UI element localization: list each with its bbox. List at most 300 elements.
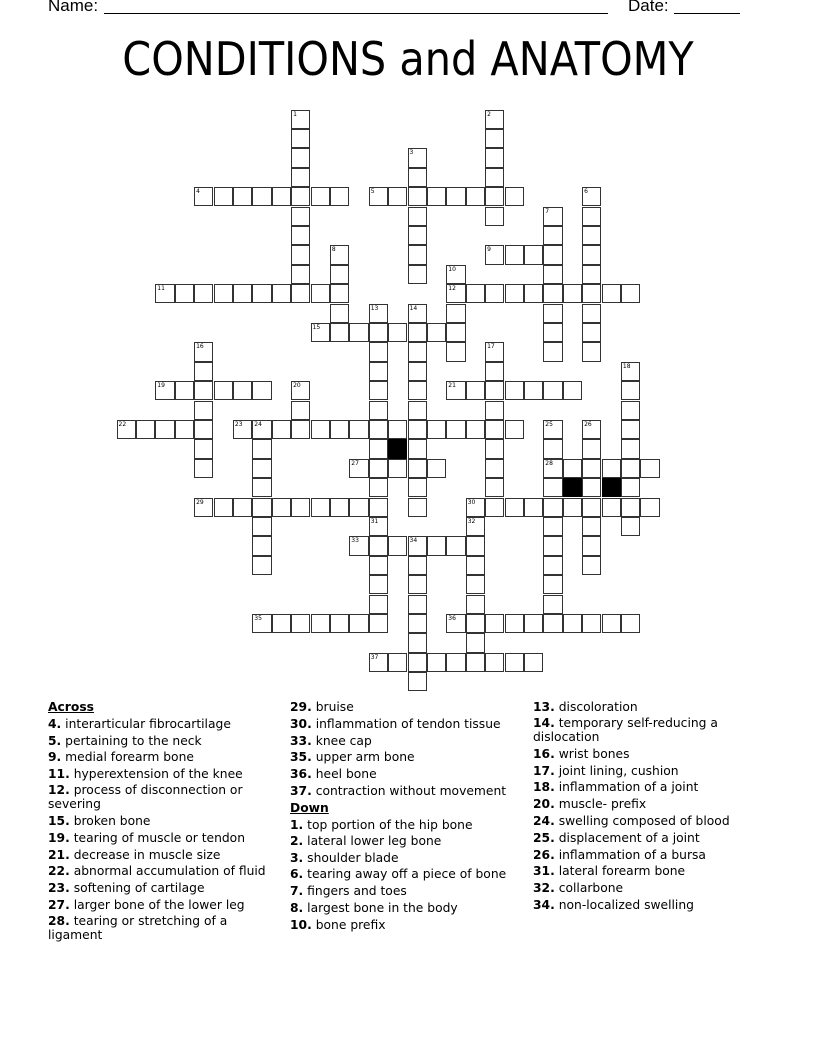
grid-cell[interactable] xyxy=(621,517,640,536)
grid-cell[interactable] xyxy=(505,498,524,517)
grid-cell[interactable] xyxy=(582,284,601,303)
clue-number: 29 xyxy=(196,498,204,506)
grid-cell[interactable] xyxy=(446,342,465,361)
grid-cell[interactable] xyxy=(369,517,388,536)
grid-cell[interactable] xyxy=(408,187,427,206)
grid-cell[interactable] xyxy=(233,420,252,439)
grid-cell[interactable] xyxy=(408,148,427,167)
grid-cell[interactable] xyxy=(408,478,427,497)
grid-cell[interactable] xyxy=(369,304,388,323)
grid-cell[interactable] xyxy=(446,381,465,400)
grid-cell[interactable] xyxy=(563,498,582,517)
grid-cell[interactable] xyxy=(408,226,427,245)
clue-number: 19 xyxy=(157,382,165,390)
grid-cell[interactable] xyxy=(543,536,562,555)
grid-cell[interactable] xyxy=(408,245,427,264)
grid-cell[interactable] xyxy=(369,420,388,439)
grid-cell[interactable] xyxy=(194,459,213,478)
grid-cell[interactable] xyxy=(349,459,368,478)
grid-cell[interactable] xyxy=(291,245,310,264)
grid-cell[interactable] xyxy=(485,653,504,672)
grid-cell[interactable] xyxy=(485,110,504,129)
grid-cell[interactable] xyxy=(524,614,543,633)
grid-cell[interactable] xyxy=(543,575,562,594)
grid-cell[interactable] xyxy=(543,226,562,245)
clue-across: 12. process of disconnection or severing xyxy=(48,782,243,811)
grid-cell[interactable] xyxy=(427,653,446,672)
clue-down: 3. shoulder blade xyxy=(290,851,399,866)
grid-cell[interactable] xyxy=(543,245,562,264)
clues-column-3 xyxy=(533,699,768,914)
grid-cell[interactable] xyxy=(330,614,349,633)
grid-cell[interactable] xyxy=(194,498,213,517)
grid-cell[interactable] xyxy=(485,439,504,458)
grid-cell[interactable] xyxy=(524,498,543,517)
grid-cell[interactable] xyxy=(311,420,330,439)
grid-cell[interactable] xyxy=(466,536,485,555)
grid-cell[interactable] xyxy=(233,498,252,517)
grid-cell[interactable] xyxy=(485,342,504,361)
grid-cell[interactable] xyxy=(408,342,427,361)
grid-cell[interactable] xyxy=(388,323,407,342)
grid-cell[interactable] xyxy=(543,420,562,439)
page-title: CONDITIONS and ANATOMY xyxy=(122,32,694,86)
clue-down: 7. fingers and toes xyxy=(290,883,407,898)
clue-across: 9. medial forearm bone xyxy=(48,750,194,765)
clue-number: 32 xyxy=(467,517,476,525)
clue-across: 11. hyperextension of the knee xyxy=(48,767,243,782)
grid-cell[interactable] xyxy=(252,536,271,555)
clues-column-2 xyxy=(290,699,525,933)
grid-cell[interactable] xyxy=(369,556,388,575)
grid-cell[interactable] xyxy=(466,575,485,594)
grid-cell[interactable] xyxy=(602,459,621,478)
grid-cell[interactable] xyxy=(252,517,271,536)
clue-down: 31. lateral forearm bone xyxy=(533,864,686,879)
grid-cell[interactable] xyxy=(602,284,621,303)
grid-cell[interactable] xyxy=(485,129,504,148)
grid-cell[interactable] xyxy=(485,148,504,167)
grid-cell[interactable] xyxy=(369,362,388,381)
grid-cell[interactable] xyxy=(369,187,388,206)
grid-cell[interactable] xyxy=(466,633,485,652)
grid-cell[interactable] xyxy=(388,536,407,555)
grid-cell[interactable] xyxy=(524,653,543,672)
clue-down: 25. displacement of a joint xyxy=(533,830,700,845)
grid-cell[interactable] xyxy=(311,323,330,342)
grid-cell[interactable] xyxy=(543,614,562,633)
grid-cell[interactable] xyxy=(582,536,601,555)
grid-cell[interactable] xyxy=(408,595,427,614)
grid-cell[interactable] xyxy=(369,342,388,361)
grid-cell[interactable] xyxy=(485,245,504,264)
grid-cell[interactable] xyxy=(446,323,465,342)
grid-cell[interactable] xyxy=(563,284,582,303)
grid-cell[interactable] xyxy=(582,207,601,226)
clue-number: 11 xyxy=(157,285,165,293)
grid-cell[interactable] xyxy=(349,536,368,555)
grid-cell[interactable] xyxy=(388,459,407,478)
grid-cell[interactable] xyxy=(563,381,582,400)
clue-number: 7 xyxy=(545,207,550,215)
grid-cell[interactable] xyxy=(466,653,485,672)
grid-cell[interactable] xyxy=(543,207,562,226)
grid-cell[interactable] xyxy=(446,284,465,303)
grid-cell[interactable] xyxy=(602,498,621,517)
grid-cell[interactable] xyxy=(252,556,271,575)
grid-cell[interactable] xyxy=(388,187,407,206)
grid-cell[interactable] xyxy=(582,265,601,284)
grid-cell[interactable] xyxy=(330,323,349,342)
grid-cell[interactable] xyxy=(485,284,504,303)
grid-cell[interactable] xyxy=(272,614,291,633)
grid-cell[interactable] xyxy=(408,672,427,691)
grid-cell[interactable] xyxy=(427,187,446,206)
grid-cell[interactable] xyxy=(621,614,640,633)
grid-cell[interactable] xyxy=(582,459,601,478)
grid-cell[interactable] xyxy=(524,284,543,303)
grid-cell[interactable] xyxy=(233,381,252,400)
grid-cell[interactable] xyxy=(330,420,349,439)
grid-cell[interactable] xyxy=(582,498,601,517)
clue-down: 6. tearing away off a piece of bone xyxy=(290,866,507,881)
grid-cell[interactable] xyxy=(485,459,504,478)
grid-cell[interactable] xyxy=(505,653,524,672)
grid-cell[interactable] xyxy=(155,420,174,439)
clue-number: 33 xyxy=(351,537,359,545)
grid-cell[interactable] xyxy=(408,265,427,284)
grid-cell[interactable] xyxy=(466,614,485,633)
clue-across: 35. upper arm bone xyxy=(290,750,415,765)
grid-cell[interactable] xyxy=(582,614,601,633)
grid-cell[interactable] xyxy=(408,575,427,594)
grid-cell[interactable] xyxy=(446,420,465,439)
grid-cell[interactable] xyxy=(369,459,388,478)
grid-cell[interactable] xyxy=(252,439,271,458)
grid-cell[interactable] xyxy=(349,614,368,633)
grid-cell[interactable] xyxy=(388,653,407,672)
grid-cell[interactable] xyxy=(136,420,155,439)
grid-cell[interactable] xyxy=(330,245,349,264)
grid-cell[interactable] xyxy=(582,556,601,575)
grid-cell[interactable] xyxy=(485,362,504,381)
grid-cell[interactable] xyxy=(485,187,504,206)
grid-cell[interactable] xyxy=(582,342,601,361)
grid-cell[interactable] xyxy=(582,439,601,458)
grid-cell[interactable] xyxy=(640,459,659,478)
grid-cell[interactable] xyxy=(369,381,388,400)
grid-cell[interactable] xyxy=(543,595,562,614)
grid-cell[interactable] xyxy=(349,323,368,342)
clue-number: 25 xyxy=(545,420,553,428)
grid-cell[interactable] xyxy=(621,439,640,458)
grid-cell[interactable] xyxy=(485,168,504,187)
grid-cell[interactable] xyxy=(543,304,562,323)
grid-cell[interactable] xyxy=(214,498,233,517)
clue-down: 20. muscle- prefix xyxy=(533,797,647,812)
grid-cell[interactable] xyxy=(408,207,427,226)
grid-cell[interactable] xyxy=(349,498,368,517)
grid-cell[interactable] xyxy=(408,536,427,555)
grid-cell[interactable] xyxy=(543,323,562,342)
grid-cell[interactable] xyxy=(369,536,388,555)
clue-number: 12 xyxy=(448,285,456,293)
grid-cell[interactable] xyxy=(640,498,659,517)
grid-cell[interactable] xyxy=(408,459,427,478)
grid-cell[interactable] xyxy=(524,245,543,264)
grid-cell[interactable] xyxy=(233,284,252,303)
clue-number: 37 xyxy=(370,653,379,661)
grid-cell[interactable] xyxy=(466,284,485,303)
grid-cell[interactable] xyxy=(621,284,640,303)
grid-cell[interactable] xyxy=(543,381,562,400)
grid-cell[interactable] xyxy=(466,420,485,439)
grid-cell[interactable] xyxy=(408,633,427,652)
clue-number: 26 xyxy=(584,420,592,428)
grid-cell[interactable] xyxy=(194,362,213,381)
grid-cell[interactable] xyxy=(485,381,504,400)
grid-cell[interactable] xyxy=(563,459,582,478)
grid-cell[interactable] xyxy=(252,381,271,400)
grid-cell[interactable] xyxy=(621,362,640,381)
grid-cell[interactable] xyxy=(582,478,601,497)
grid-cell[interactable] xyxy=(563,614,582,633)
grid-cell[interactable] xyxy=(311,284,330,303)
grid-cell[interactable] xyxy=(582,187,601,206)
grid-cell[interactable] xyxy=(330,187,349,206)
grid-cell[interactable] xyxy=(446,265,465,284)
grid-cell[interactable] xyxy=(291,498,310,517)
grid-cell[interactable] xyxy=(446,187,465,206)
grid-cell[interactable] xyxy=(291,420,310,439)
clue-down: 10. bone prefix xyxy=(290,917,386,932)
grid-cell[interactable] xyxy=(408,362,427,381)
grid-cell[interactable] xyxy=(408,614,427,633)
grid-cell[interactable] xyxy=(214,187,233,206)
clue-down: 18. inflammation of a joint xyxy=(533,780,699,795)
grid-cell[interactable] xyxy=(252,459,271,478)
grid-cell[interactable] xyxy=(408,323,427,342)
grid-cell[interactable] xyxy=(330,284,349,303)
grid-cell[interactable] xyxy=(524,381,543,400)
grid-cell[interactable] xyxy=(505,284,524,303)
clue-number: 14 xyxy=(409,304,418,312)
grid-cell[interactable] xyxy=(621,459,640,478)
grid-cell[interactable] xyxy=(194,401,213,420)
grid-cell[interactable] xyxy=(505,187,524,206)
grid-cell[interactable] xyxy=(485,478,504,497)
grid-cell[interactable] xyxy=(408,168,427,187)
grid-cell[interactable] xyxy=(252,187,271,206)
grid-cell[interactable] xyxy=(291,265,310,284)
grid-cell[interactable] xyxy=(543,459,562,478)
grid-cell[interactable] xyxy=(311,614,330,633)
grid-cell[interactable] xyxy=(427,323,446,342)
grid-cell[interactable] xyxy=(155,381,174,400)
grid-cell[interactable] xyxy=(252,478,271,497)
grid-cell[interactable] xyxy=(311,498,330,517)
clue-down: 13. discoloration xyxy=(533,700,638,714)
grid-cell[interactable] xyxy=(388,420,407,439)
grid-cell[interactable] xyxy=(408,556,427,575)
clue-down: 26. inflammation of a bursa xyxy=(533,847,706,862)
grid-cell[interactable] xyxy=(582,245,601,264)
grid-cell[interactable] xyxy=(621,498,640,517)
grid-cell[interactable] xyxy=(543,265,562,284)
grid-cell[interactable] xyxy=(214,284,233,303)
grid-cell[interactable] xyxy=(194,439,213,458)
grid-cell[interactable] xyxy=(485,401,504,420)
grid-cell[interactable] xyxy=(291,401,310,420)
grid-cell[interactable] xyxy=(582,517,601,536)
grid-cell[interactable] xyxy=(408,420,427,439)
grid-cell[interactable] xyxy=(194,342,213,361)
grid-cell[interactable] xyxy=(505,614,524,633)
grid-cell[interactable] xyxy=(311,187,330,206)
grid-cell[interactable] xyxy=(330,304,349,323)
grid-cell[interactable] xyxy=(369,323,388,342)
clue-number: 8 xyxy=(331,246,336,254)
grid-cell[interactable] xyxy=(291,284,310,303)
grid-cell[interactable] xyxy=(369,595,388,614)
name-field[interactable] xyxy=(104,0,608,14)
grid-cell[interactable] xyxy=(369,401,388,420)
grid-cell[interactable] xyxy=(446,614,465,633)
grid-cell[interactable] xyxy=(291,381,310,400)
grid-cell[interactable] xyxy=(194,420,213,439)
grid-cell[interactable] xyxy=(369,653,388,672)
grid-cell[interactable] xyxy=(485,420,504,439)
grid-cell[interactable] xyxy=(272,498,291,517)
grid-cell[interactable] xyxy=(505,245,524,264)
grid-cell[interactable] xyxy=(194,284,213,303)
grid-cell[interactable] xyxy=(466,381,485,400)
grid-cell[interactable] xyxy=(291,168,310,187)
grid-cell[interactable] xyxy=(543,517,562,536)
grid-cell[interactable] xyxy=(408,304,427,323)
grid-cell[interactable] xyxy=(427,420,446,439)
grid-cell[interactable] xyxy=(582,304,601,323)
grid-cell[interactable] xyxy=(543,498,562,517)
grid-cell[interactable] xyxy=(175,420,194,439)
grid-cell[interactable] xyxy=(408,439,427,458)
grid-cell[interactable] xyxy=(369,478,388,497)
grid-cell[interactable] xyxy=(543,284,562,303)
grid-cell[interactable] xyxy=(446,536,465,555)
grid-cell[interactable] xyxy=(272,284,291,303)
clue-number: 34 xyxy=(409,537,418,545)
clue-down: 32. collarbone xyxy=(533,881,624,896)
grid-cell[interactable] xyxy=(291,614,310,633)
grid-cell[interactable] xyxy=(175,284,194,303)
clue-number: 2 xyxy=(487,110,491,118)
grid-cell[interactable] xyxy=(175,381,194,400)
clue-across: 28. tearing or stretching of a ligament xyxy=(48,913,228,942)
grid-cell[interactable] xyxy=(582,226,601,245)
grid-cell[interactable] xyxy=(272,187,291,206)
grid-cell[interactable] xyxy=(369,575,388,594)
grid-cell[interactable] xyxy=(330,498,349,517)
grid-cell[interactable] xyxy=(291,226,310,245)
grid-cell[interactable] xyxy=(485,207,504,226)
clue-number: 9 xyxy=(487,246,491,254)
grid-cell[interactable] xyxy=(505,420,524,439)
grid-cell[interactable] xyxy=(466,595,485,614)
grid-cell[interactable] xyxy=(330,265,349,284)
grid-cell[interactable] xyxy=(369,614,388,633)
grid-cell[interactable] xyxy=(621,381,640,400)
grid-cell[interactable] xyxy=(446,653,465,672)
clue-number: 24 xyxy=(254,420,262,428)
grid-cell[interactable] xyxy=(466,517,485,536)
grid-cell[interactable] xyxy=(252,614,271,633)
grid-cell[interactable] xyxy=(272,420,291,439)
clue-number: 28 xyxy=(545,459,553,467)
grid-cell[interactable] xyxy=(621,401,640,420)
black-cell xyxy=(388,439,407,458)
grid-cell[interactable] xyxy=(408,653,427,672)
grid-cell[interactable] xyxy=(505,381,524,400)
grid-cell[interactable] xyxy=(485,614,504,633)
grid-cell[interactable] xyxy=(543,342,562,361)
grid-cell[interactable] xyxy=(252,498,271,517)
grid-cell[interactable] xyxy=(543,556,562,575)
grid-cell[interactable] xyxy=(446,304,465,323)
grid-cell[interactable] xyxy=(291,110,310,129)
grid-cell[interactable] xyxy=(214,381,233,400)
clue-across: 19. tearing of muscle or tendon xyxy=(48,830,246,845)
grid-cell[interactable] xyxy=(291,148,310,167)
grid-cell[interactable] xyxy=(621,478,640,497)
grid-cell[interactable] xyxy=(252,420,271,439)
grid-cell[interactable] xyxy=(291,207,310,226)
clue-number: 21 xyxy=(448,382,456,390)
grid-cell[interactable] xyxy=(466,556,485,575)
grid-cell[interactable] xyxy=(349,420,368,439)
grid-cell[interactable] xyxy=(194,381,213,400)
crossword-grid xyxy=(117,110,677,700)
grid-cell[interactable] xyxy=(369,439,388,458)
grid-cell[interactable] xyxy=(408,401,427,420)
grid-cell[interactable] xyxy=(233,187,252,206)
grid-cell[interactable] xyxy=(194,187,213,206)
grid-cell[interactable] xyxy=(466,498,485,517)
grid-cell[interactable] xyxy=(582,323,601,342)
grid-cell[interactable] xyxy=(427,536,446,555)
grid-cell[interactable] xyxy=(408,381,427,400)
grid-cell[interactable] xyxy=(582,420,601,439)
grid-cell[interactable] xyxy=(408,498,427,517)
grid-cell[interactable] xyxy=(291,187,310,206)
grid-cell[interactable] xyxy=(155,284,174,303)
grid-cell[interactable] xyxy=(543,439,562,458)
down-heading: Down xyxy=(290,800,329,815)
grid-cell[interactable] xyxy=(602,614,621,633)
black-cell xyxy=(602,478,621,497)
clue-down: 8. largest bone in the body xyxy=(290,900,458,915)
grid-cell[interactable] xyxy=(543,478,562,497)
grid-cell[interactable] xyxy=(621,420,640,439)
date-field[interactable] xyxy=(674,0,740,14)
grid-cell[interactable] xyxy=(117,420,136,439)
grid-cell[interactable] xyxy=(427,459,446,478)
clue-number: 35 xyxy=(254,614,262,622)
grid-cell[interactable] xyxy=(466,187,485,206)
grid-cell[interactable] xyxy=(252,284,271,303)
grid-cell[interactable] xyxy=(485,498,504,517)
grid-cell[interactable] xyxy=(369,498,388,517)
grid-cell[interactable] xyxy=(291,129,310,148)
